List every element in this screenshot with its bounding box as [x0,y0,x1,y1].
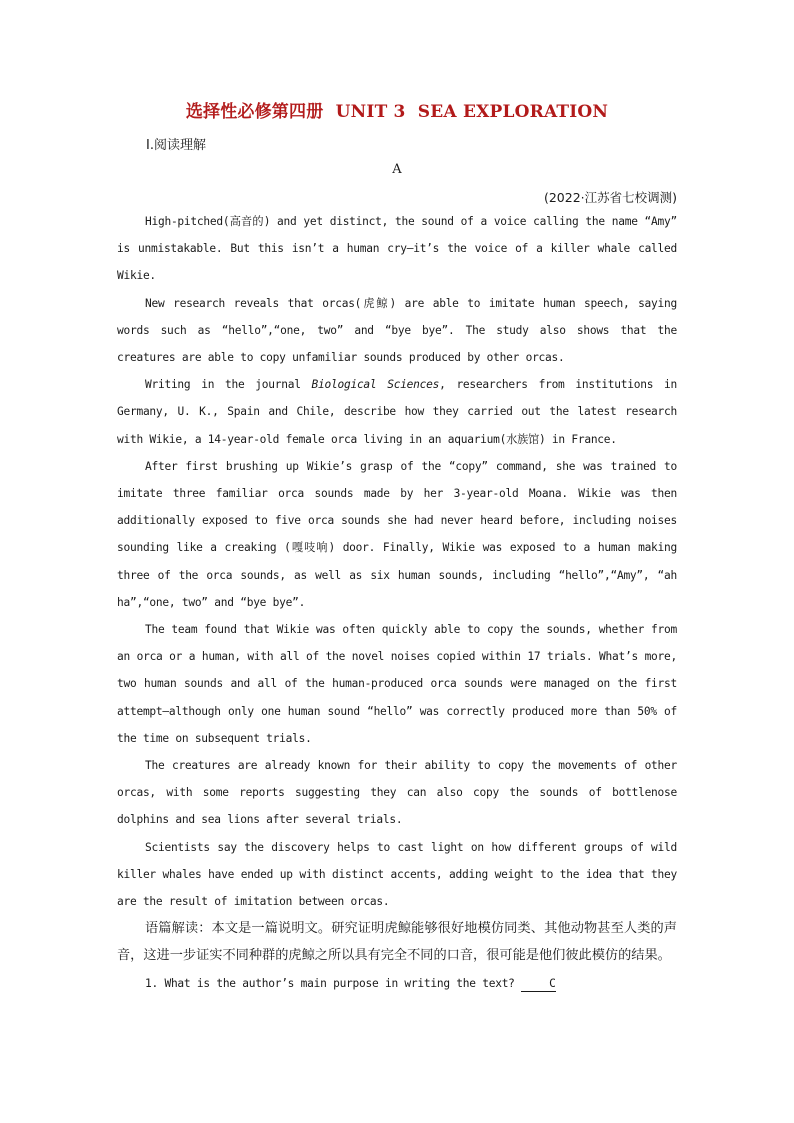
passage-body [117,208,677,997]
page-title: 选择性必修第四册 UNIT 3 SEA EXPLORATION [185,102,609,122]
paragraph-6: The creatures are already known for their ability to copy the movements of other orcas, with some reports suggesting they can also copy the sounds of bottlenose dolphins and sea lions after several trials. [117,759,677,827]
answer-blank: C [521,976,556,992]
question-1-text: 1. What is the author’s main purpose in writing the text? [145,976,522,990]
passage-analysis: 语篇解读：本文是一篇说明文。研究证明虎鲸能够很好地模仿同类、其他动物甚至人类的声音，这进一步证实不同种群的虎鲸之所以具有完全不同的口音，很可能是他们彼此模仿的结果。 [117,921,677,964]
passage-source: (2022·江苏省七校调测) [543,190,677,205]
passage-label: A [392,162,402,177]
paragraph-4: After first brushing up Wikie’s grasp of the “copy” command, she was trained to imitate three familiar orca sounds made by her 3-year-old Moana. Wikie was then additionally exposed to five orca sounds she had never heard before, including noises sounding like a creaking (嘎吱响) door. Finally, Wikie was exposed to a human making three of the orca sounds, as well as six human sounds, including “hello”,“Amy”, “ah ha”,“one, two” and “bye bye”. [117,459,677,609]
section-heading: Ⅰ.阅读理解 [146,138,206,153]
paragraph-5: The team found that Wikie was often quickly able to copy the sounds, whether from an orca or a human, with all of the novel noises copied within 17 trials. What’s more, two human sounds and all of the human-produced orca sounds were managed on the first attempt—although only one human sound “hello” was correctly produced more than 50% of the time on subsequent trials. [117,623,677,745]
paragraph-3-start: Writing in the journal [145,378,312,392]
paragraph-2: New research reveals that orcas(虎鲸) are able to imitate human speech, saying words such as “hello”,“one, two” and “bye bye”. The study also shows that the creatures are able to copy unfamiliar sounds produced by other orcas. [117,296,677,365]
paragraph-7: Scientists say the discovery helps to cast light on how different groups of wild killer whales have ended up with distinct accents, adding weight to the idea that they are the result of imitation between orcas. [117,840,677,909]
question-1 [117,970,677,997]
journal-name: Biological Sciences [311,378,440,392]
paragraph-3-end: , researchers from institutions in Germany, U. K., Spain and Chile, describe how they carried out the latest research with Wikie, a 14-year-old female orca living in an aquarium(水族馆) in France. [117,378,677,446]
paragraph-1: High-pitched(高音的) and yet distinct, the sound of a voice calling the name “Amy” is unmistakable. But this isn’t a human cry—it’s the voice of a killer whale called Wikie. [117,215,677,283]
paragraph-3 [117,371,677,453]
